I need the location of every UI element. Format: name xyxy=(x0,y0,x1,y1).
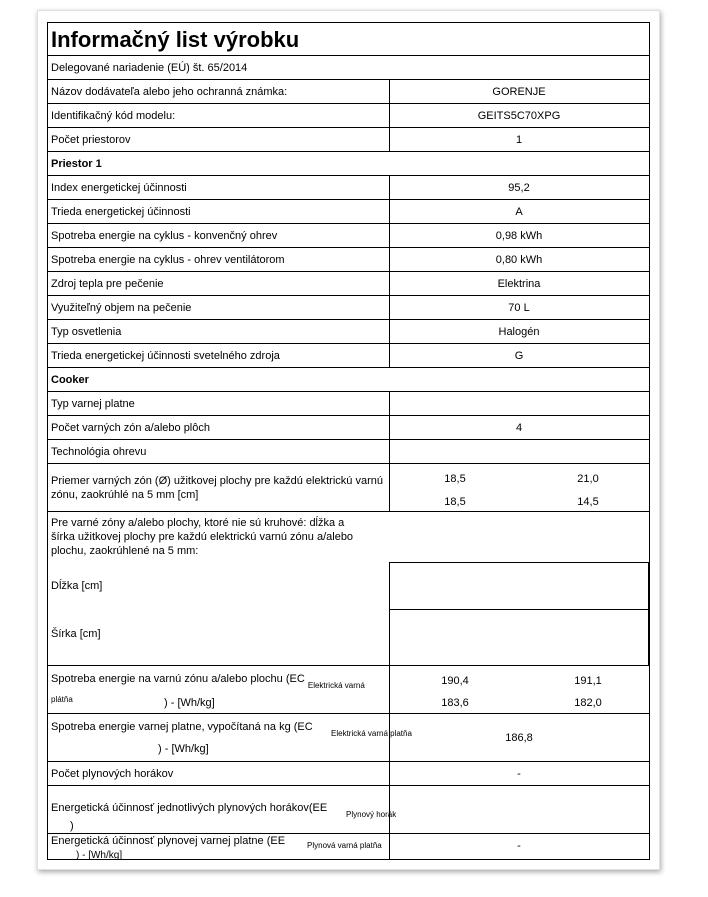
row-value: 0,98 kWh xyxy=(495,230,543,242)
row-value: GEITS5C70XPG xyxy=(477,110,561,122)
row-label: Index energetickej účinnosti xyxy=(51,182,187,194)
label-subscript-wrap xyxy=(307,838,382,852)
product-info-table xyxy=(47,22,650,860)
row-value: - xyxy=(517,840,521,852)
length-label: Dĺžka [cm] xyxy=(51,580,103,592)
table-row xyxy=(48,512,649,666)
section-header: Cooker xyxy=(51,374,89,386)
row-label: Názov dodávateľa alebo jeho ochranná známka: xyxy=(51,86,288,98)
table-row xyxy=(48,666,649,714)
row-value: 0,80 kWh xyxy=(495,254,543,266)
row-label: Energetická účinnosť jednotlivých plynových horákov(EE xyxy=(51,802,328,814)
document-page xyxy=(37,10,660,870)
row-label: Pre varné zóny a/alebo plochy, ktoré nie sú kruhové: dĺžka a šírka užitkovej plochy pre každú elektrickú varnú zónu a/alebo plochu, zaokrúhlené na 5 mm: xyxy=(51,517,354,557)
row-value: 186,8 xyxy=(505,732,533,744)
zone-value: 18,5 xyxy=(444,496,466,508)
table-row xyxy=(48,128,649,152)
row-value: 95,2 xyxy=(508,182,530,194)
row-label: Identifikačný kód modelu: xyxy=(51,110,176,122)
row-value: GORENJE xyxy=(492,86,546,98)
length-value-cell xyxy=(389,562,649,610)
column-divider xyxy=(389,464,390,511)
row-label: Počet priestorov xyxy=(51,134,131,146)
page-title: Informačný list výrobku xyxy=(51,27,300,52)
section-header-row xyxy=(48,152,649,176)
table-row xyxy=(48,176,649,200)
table-row xyxy=(48,296,649,320)
row-label: Energetická účinnosť plynovej varnej platne (EE xyxy=(51,835,286,847)
row-value: 4 xyxy=(515,422,523,434)
table-row xyxy=(48,464,649,512)
zone-value: 191,1 xyxy=(574,675,602,687)
row-label: Spotreba energie na cyklus - konvenčný ohrev xyxy=(51,230,278,242)
row-label-continued xyxy=(51,678,387,706)
row-label: Počet varných zón a/alebo plôch xyxy=(51,422,210,434)
label-subscript: Plynový horák xyxy=(346,810,397,819)
label-tail-text: ) xyxy=(70,820,74,832)
table-row xyxy=(48,104,649,128)
row-label: Priemer varných zón (Ø) užitkovej plochy pre každú elektrickú varnú zónu, zaokrúhlé na 5 mm [cm] xyxy=(51,475,383,501)
table-row xyxy=(48,200,649,224)
table-row xyxy=(48,224,649,248)
row-label: Typ osvetlenia xyxy=(51,326,122,338)
column-divider xyxy=(389,392,390,415)
row-label: Zdroj tepla pre pečenie xyxy=(51,278,164,290)
row-value: 1 xyxy=(515,134,523,146)
table-row xyxy=(48,272,649,296)
zone-value: 14,5 xyxy=(577,496,599,508)
zone-value: 18,5 xyxy=(444,473,466,485)
label-subscript: Plynová varná platňa xyxy=(307,841,382,850)
table-row xyxy=(48,714,649,762)
section-header-row xyxy=(48,368,649,392)
label-main: Spotreba energie na varnú zónu a/alebo plochu (EC xyxy=(51,673,305,685)
row-label: Spotreba energie varnej platne, vypočítaná na kg (EC xyxy=(51,721,313,733)
zone-value: 182,0 xyxy=(574,697,602,709)
label-tail-text: ) - [Wh/kg] xyxy=(158,743,209,755)
label-tail xyxy=(51,695,54,709)
table-row xyxy=(48,786,649,834)
section-header: Priestor 1 xyxy=(51,158,102,170)
zone-value: 190,4 xyxy=(441,675,469,687)
row-label: Trieda energetickej účinnosti xyxy=(51,206,191,218)
table-row xyxy=(48,80,649,104)
table-row xyxy=(48,392,649,416)
table-row xyxy=(48,416,649,440)
column-divider xyxy=(389,440,390,463)
zone-value: 21,0 xyxy=(577,473,599,485)
table-row xyxy=(48,834,649,859)
zone-value: 183,6 xyxy=(441,697,469,709)
label-tail-text: ) - [Wh/kg] xyxy=(76,850,123,861)
label-subscript: Elektrická varná plátňa xyxy=(51,681,365,704)
row-label: Trieda energetickej účinnosti svetelného zdroja xyxy=(51,350,280,362)
table-row xyxy=(48,344,649,368)
row-label: Spotreba energie na cyklus - ohrev ventilátorom xyxy=(51,254,285,266)
regulation-row xyxy=(48,56,649,80)
table-row xyxy=(48,248,649,272)
regulation-text: Delegované nariadenie (EÚ) št. 65/2014 xyxy=(51,62,248,74)
row-label: Technológia ohrevu xyxy=(51,446,147,458)
row-value: Halogén xyxy=(498,326,540,338)
row-value: G xyxy=(514,350,524,362)
row-label: Využiteľný objem na pečenie xyxy=(51,302,192,314)
row-label: Typ varnej platne xyxy=(51,398,135,410)
table-row xyxy=(48,440,649,464)
row-value: A xyxy=(515,206,523,218)
width-value-cell xyxy=(389,609,649,666)
column-divider xyxy=(389,786,390,833)
width-label: Šírka [cm] xyxy=(51,628,101,640)
table-row xyxy=(48,762,649,786)
row-value: 70 L xyxy=(508,302,530,314)
row-value: Elektrina xyxy=(497,278,541,290)
row-label: Počet plynových horákov xyxy=(51,768,174,780)
title-row xyxy=(48,23,649,56)
column-divider xyxy=(389,666,390,713)
row-value: - xyxy=(517,768,521,780)
label-subscript: Elektrická varná platňa xyxy=(331,729,412,738)
label-tail-text: ) - [Wh/kg] xyxy=(164,697,215,709)
table-row xyxy=(48,320,649,344)
